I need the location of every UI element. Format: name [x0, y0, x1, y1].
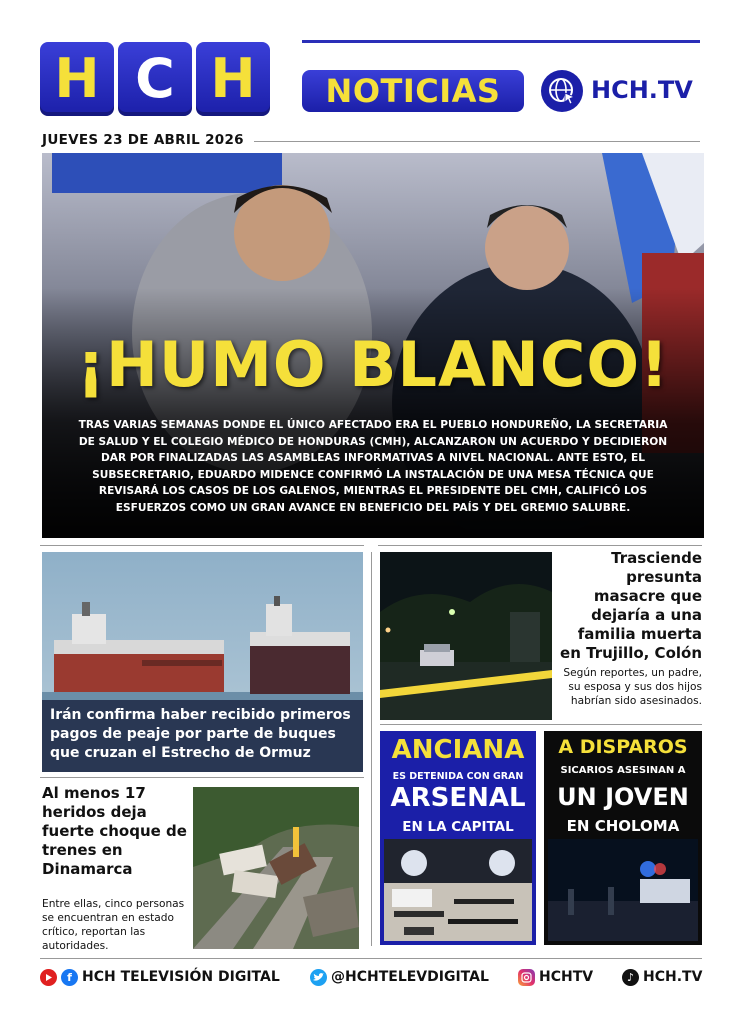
disparos-line4: EN CHOLOMA	[566, 817, 680, 835]
dinamarca-title[interactable]: Al menos 17 heridos deja fuerte choque de trenes en Dinamarca	[42, 784, 187, 878]
footer-twitter[interactable]	[310, 966, 489, 988]
iran-caption: Irán confirma haber recibido primeros pagos de peaje por parte de buques que cruzan el Estrecho de Ormuz	[42, 700, 363, 772]
disparos-line2: SICARIOS ASESINAN A	[560, 765, 686, 776]
hero-body: TRAS VARIAS SEMANAS DONDE EL ÚNICO AFECTADO ERA EL PUEBLO HONDUREÑO, LA SECRETARIA DE SALUD Y EL COLEGIO MÉDICO DE HONDURAS (CMH), ALCANZARON UN ACUERDO Y DECIDIERON DAR POR FINALIZADAS LAS ASAMBLEAS INFORMATIVAS A NIVEL NACIONAL. ANTE ESTO, EL SUBSECRETARIO, EDUARDO MIDENCE CONFIRMÓ LA INSTALACIÓN DE UNA MESA TÉCNICA QUE REVISARÁ LOS CASOS DE LOS GALENOS, MIENTRAS EL PRESIDENTE DEL CMH, CALIFICÓ LOS ESFUERZOS COMO UN GRAN AVANCE EN BENEFICIO DEL PAÍS Y DEL GREMIO SALUBRE.	[78, 419, 668, 514]
disparos-photo	[548, 839, 698, 941]
site-url[interactable]: HCH.TV	[591, 76, 693, 104]
footer-divider	[40, 958, 702, 959]
trujillo-title[interactable]: Trasciende presunta masacre que dejaría a una familia muerta en Trujillo, Colón	[560, 549, 702, 662]
facebook-icon: f	[61, 969, 78, 986]
footer-instagram-handle: HCHTV	[539, 969, 594, 985]
footer-tiktok[interactable]	[622, 966, 702, 988]
dinamarca-text: Entre ellas, cinco personas se encuentran en estado crítico, reportan las autoridades.	[42, 898, 185, 952]
logo-letter: H	[40, 42, 114, 116]
anciana-line4: EN LA CAPITAL	[402, 819, 514, 835]
footer-twitter-handle: @HCHTELEVDIGITAL	[331, 969, 489, 985]
story-disparos[interactable]	[544, 731, 702, 945]
footer-instagram[interactable]	[518, 966, 593, 988]
hero-headline: ¡HUMO BLANCO!	[76, 328, 670, 401]
story-iran[interactable]	[42, 552, 363, 772]
section-divider	[40, 777, 364, 778]
column-divider	[371, 552, 372, 946]
logo-letter: H	[196, 42, 270, 116]
hero-story[interactable]	[42, 153, 704, 538]
anciana-line3: ARSENAL	[390, 783, 526, 813]
anciana-line2: ES DETENIDA CON GRAN	[392, 771, 524, 782]
globe-cursor-icon	[541, 70, 583, 112]
trujillo-text: Según reportes, un padre, su esposa y sus dos hijos habrían sido asesinados.	[563, 667, 702, 707]
logo-letter: C	[118, 42, 192, 116]
dinamarca-photo[interactable]	[193, 787, 359, 949]
date-divider	[254, 141, 700, 142]
instagram-icon	[518, 969, 535, 986]
trujillo-photo[interactable]	[380, 552, 552, 720]
twitter-icon	[310, 969, 327, 986]
section-divider	[40, 545, 364, 546]
issue-date: JUEVES 23 DE ABRIL 2026	[42, 132, 244, 148]
footer-tiktok-handle: HCH.TV	[643, 969, 703, 985]
header-divider	[302, 40, 700, 43]
anciana-photo	[384, 839, 532, 941]
section-divider	[380, 724, 702, 725]
hch-logo	[40, 42, 270, 116]
noticias-badge: NOTICIAS	[302, 70, 524, 112]
footer-channel-name: HCH TELEVISIÓN DIGITAL	[82, 969, 280, 985]
anciana-line1: ANCIANA	[391, 735, 525, 765]
disparos-line1: A DISPAROS	[558, 736, 688, 758]
disparos-line3: UN JOVEN	[557, 783, 689, 811]
footer-youtube-facebook[interactable]	[40, 966, 280, 988]
section-divider	[378, 545, 702, 546]
tiktok-icon: ♪	[622, 969, 639, 986]
story-anciana[interactable]	[380, 731, 536, 945]
youtube-icon	[40, 969, 57, 986]
